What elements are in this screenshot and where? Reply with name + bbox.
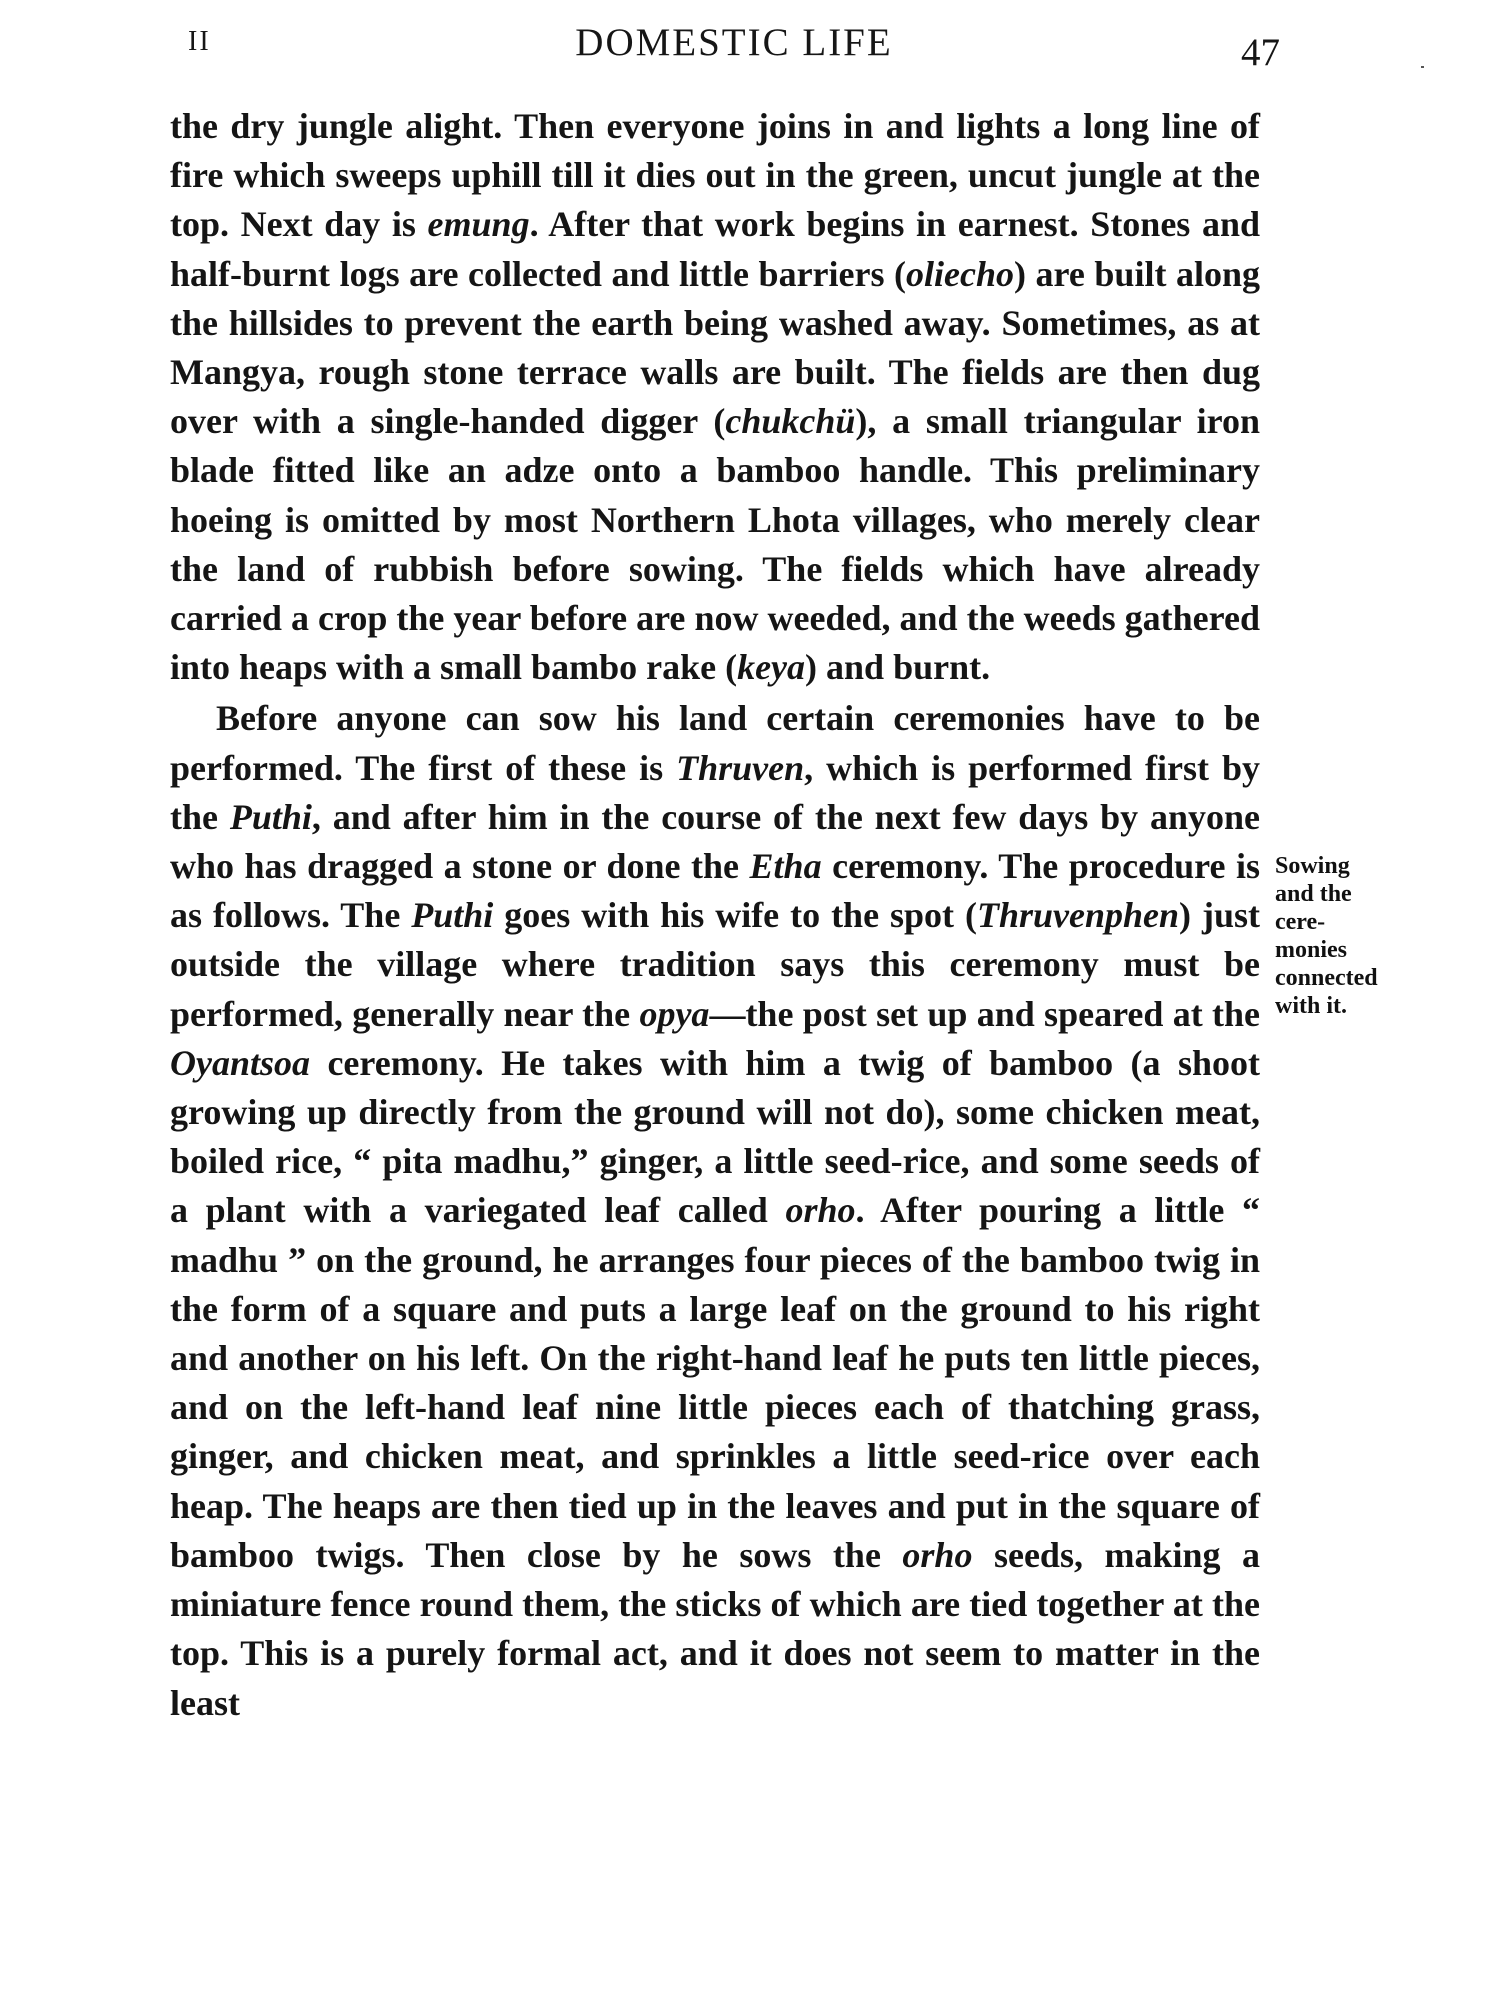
- body-text: [170, 102, 1260, 1728]
- marginal-note-line: and the: [1275, 881, 1352, 907]
- marginal-note-line: Sowing: [1275, 853, 1350, 879]
- paragraph: Before anyone can sow his land certain ceremonies have to be performed. The first of these is Thruven, which is performed first by the Puthi, and after him in the course of the next few days by anyone who has dragged a stone or done the Etha ceremony. The procedure is as follows. The Puthi goes with his wife to the spot (Thruvenphen) just outside the village where tradition says this ceremony must be performed, generally near the opya—the post set up and speared at the Oyantsoa ceremony. He takes with him a twig of bamboo (a shoot growing up directly from the ground will not do), some chicken meat, boiled rice, “ pita madhu,” ginger, a little seed-rice, and some seeds of a plant with a variegated leaf called orho. After pouring a little “ madhu ” on the ground, he arranges four pieces of the bamboo twig in the form of a square and puts a large leaf on the ground to his right and another on his left. On the right-hand leaf he puts ten little pieces, and on the left-hand leaf nine little pieces each of thatching grass, ginger, and chicken meat, and sprinkles a little seed-rice over each heap. The heaps are then tied up in the leaves and put in the square of bamboo twigs. Then close by he sows the orho seeds, making a miniature fence round them, the sticks of which are tied together at the top. This is a purely formal act, and it does not seem to matter in the least: [170, 698, 1261, 1723]
- italic-term: chukchü: [725, 401, 856, 442]
- italic-term: keya: [737, 647, 806, 688]
- italic-term: Oyantsoa: [170, 1042, 311, 1083]
- chapter-number: II: [188, 26, 211, 57]
- italic-term: emung: [427, 204, 530, 245]
- marginal-note-line: connected: [1275, 965, 1378, 991]
- italic-term: Puthi: [229, 796, 312, 837]
- marginal-note-line: with it.: [1275, 993, 1347, 1019]
- page-number: 47: [1241, 31, 1280, 74]
- running-title: DOMESTIC LIFE: [575, 21, 893, 64]
- italic-term: Thruven: [676, 747, 805, 788]
- paragraph: the dry jungle alight. Then everyone joins in and lights a long line of fire which sweeps uphill till it dies out in the green, uncut jungle at the top. Next day is emung. After that work begins in earnest. Stones and half-burnt logs are collected and little barriers (oliecho) are built along the hillsides to prevent the earth being washed away. Sometimes, as at Mangya, rough stone terrace walls are built. The fields are then dug over with a single-handed digger (chukchü), a small triangular iron blade fitted like an adze onto a bamboo handle. This preliminary hoeing is omitted by most Northern Lhota villages, who merely clear the land of rubbish before sowing. The fields which have already carried a crop the year before are now weeded, and the weeds gathered into heaps with a small bambo rake (keya) and burnt.: [170, 106, 1261, 688]
- italic-term: orho: [785, 1190, 856, 1231]
- italic-term: orho: [902, 1534, 973, 1575]
- margin-speck: [1421, 66, 1424, 68]
- marginal-note-line: cere-: [1275, 909, 1326, 935]
- italic-term: Thruvenphen: [977, 895, 1180, 936]
- marginal-note: [1275, 852, 1425, 1020]
- marginal-note-line: monies: [1275, 937, 1347, 963]
- italic-term: oliecho: [906, 253, 1015, 294]
- page-header: [188, 20, 1280, 74]
- italic-term: Puthi: [411, 895, 494, 936]
- italic-term: Etha: [749, 846, 822, 887]
- italic-term: opya: [639, 993, 710, 1034]
